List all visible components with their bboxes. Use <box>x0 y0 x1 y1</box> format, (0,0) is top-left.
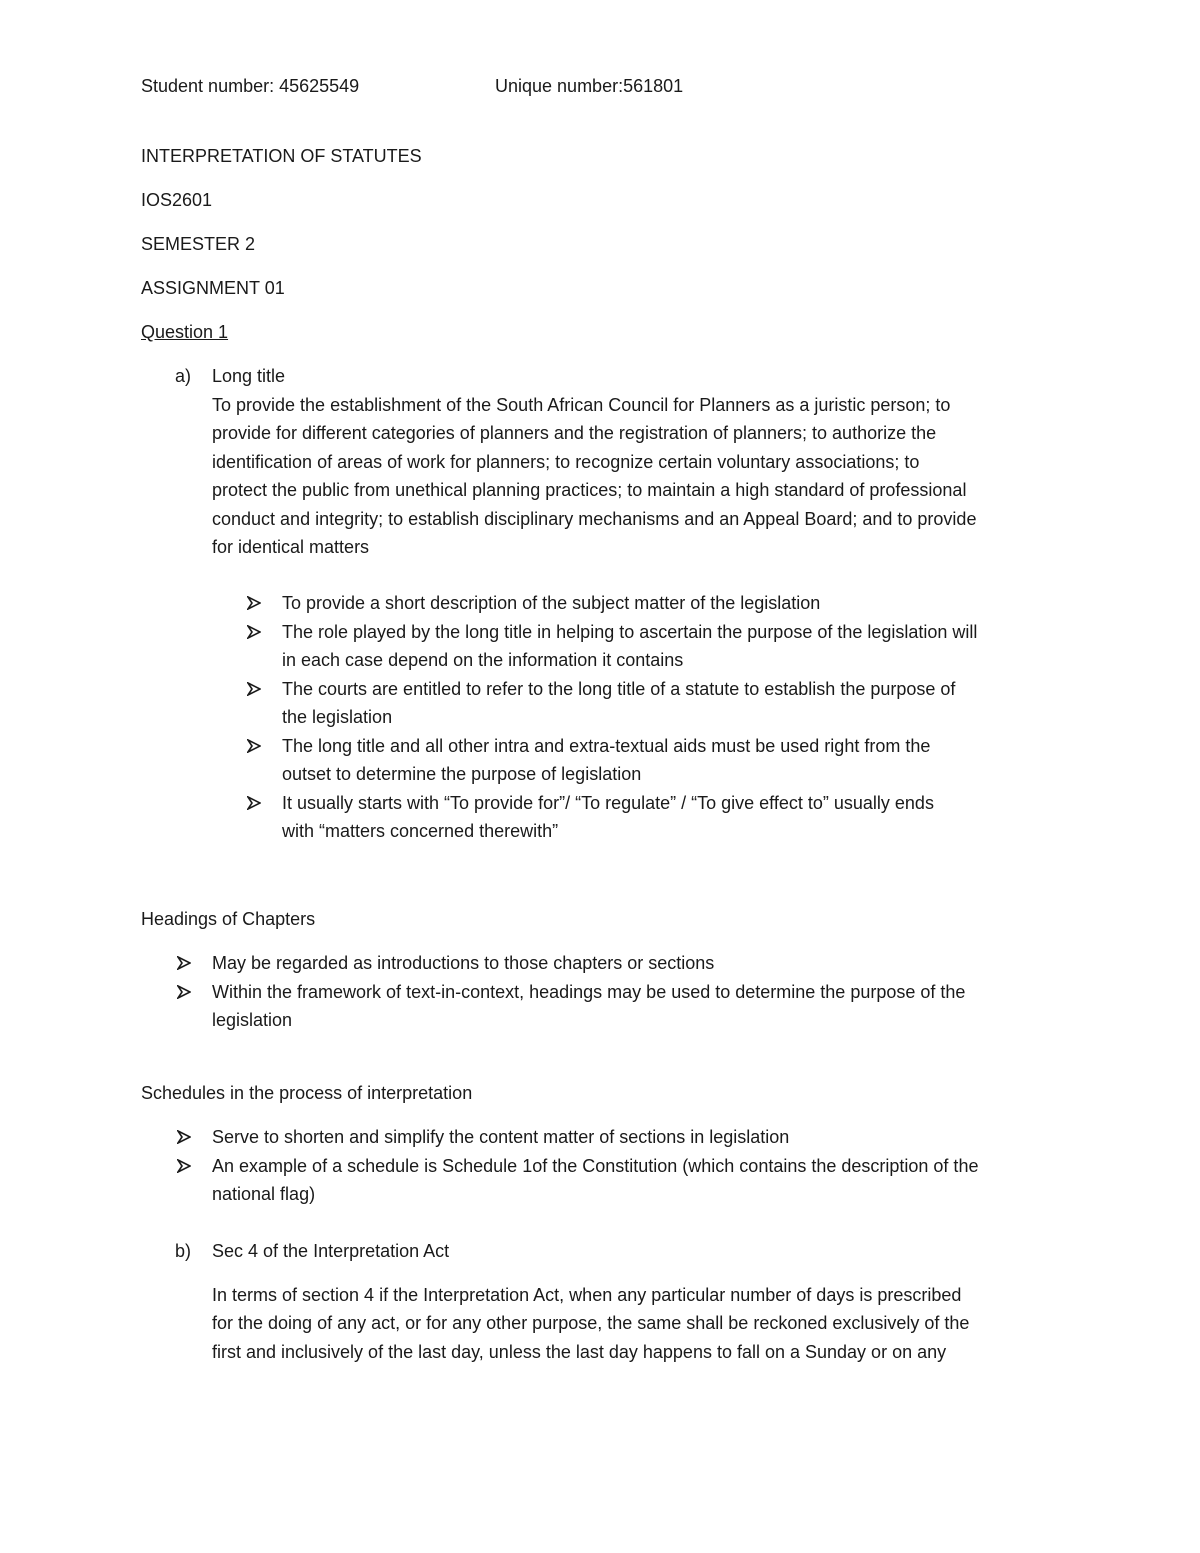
arrowhead-bullet-icon <box>247 796 261 810</box>
course-name: INTERPRETATION OF STATUTES <box>141 146 422 166</box>
course-code: IOS2601 <box>141 190 213 210</box>
assignment-number: ASSIGNMENT 01 <box>141 278 285 298</box>
list-item-line: national flag) <box>212 1184 316 1204</box>
headings-section-heading: Headings of Chapters <box>141 909 316 929</box>
list-item-line: with “matters concerned therewith” <box>282 821 559 841</box>
list-item-line: It usually starts with “To provide for”/ “To regulate” / “To give effect to” usually ends <box>282 793 934 813</box>
paragraph-line: provide for different categories of planners and the registration of planners; to authorize the <box>212 423 937 443</box>
part-a-heading: Long title <box>212 366 286 386</box>
arrowhead-bullet-icon <box>177 956 191 970</box>
unique-number: Unique number:561801 <box>495 76 684 96</box>
schedules-section-heading: Schedules in the process of interpretation <box>141 1083 473 1103</box>
list-item-line: An example of a schedule is Schedule 1of the Constitution (which contains the description of the <box>212 1156 979 1176</box>
paragraph-line: In terms of section 4 if the Interpretation Act, when any particular number of days is prescribed <box>212 1285 962 1305</box>
part-a-marker: a) <box>175 366 192 386</box>
paragraph-line: conduct and integrity; to establish disciplinary mechanisms and an Appeal Board; and to provide <box>212 509 977 529</box>
paragraph-line: To provide the establishment of the South African Council for Planners as a juristic person; to <box>212 395 951 415</box>
list-item-line: The role played by the long title in helping to ascertain the purpose of the legislation will <box>282 622 978 642</box>
arrowhead-bullet-icon <box>177 1159 191 1173</box>
list-item-line: The courts are entitled to refer to the long title of a statute to establish the purpose of <box>282 679 956 699</box>
arrowhead-bullet-icon <box>247 682 261 696</box>
arrowhead-bullet-icon <box>177 1130 191 1144</box>
student-number: Student number: 45625549 <box>141 76 360 96</box>
question-heading: Question 1 <box>141 322 229 342</box>
arrowhead-bullet-icon <box>247 739 261 753</box>
arrowhead-bullet-icon <box>247 625 261 639</box>
arrowhead-bullet-icon <box>247 596 261 610</box>
list-item-line: the legislation <box>282 707 393 727</box>
list-item-line: To provide a short description of the subject matter of the legislation <box>282 593 821 613</box>
list-item-line: May be regarded as introductions to those chapters or sections <box>212 953 715 973</box>
paragraph-line: for the doing of any act, or for any other purpose, the same shall be reckoned exclusively of the <box>212 1313 970 1333</box>
list-item-line: outset to determine the purpose of legislation <box>282 764 642 784</box>
semester: SEMESTER 2 <box>141 234 256 254</box>
paragraph-line: first and inclusively of the last day, unless the last day happens to fall on a Sunday or on any <box>212 1342 947 1362</box>
list-item-line: Within the framework of text-in-context, headings may be used to determine the purpose of the <box>212 982 966 1002</box>
paragraph-line: protect the public from unethical planning practices; to maintain a high standard of professional <box>212 480 967 500</box>
part-b-heading: Sec 4 of the Interpretation Act <box>212 1241 450 1261</box>
paragraph-line: identification of areas of work for planners; to recognize certain voluntary associations; to <box>212 452 920 472</box>
list-item-line: in each case depend on the information it contains <box>282 650 684 670</box>
arrowhead-bullet-icon <box>177 985 191 999</box>
part-b-marker: b) <box>175 1241 192 1261</box>
list-item-line: The long title and all other intra and extra-textual aids must be used right from the <box>282 736 931 756</box>
paragraph-line: for identical matters <box>212 537 370 557</box>
list-item-line: Serve to shorten and simplify the content matter of sections in legislation <box>212 1127 790 1147</box>
list-item-line: legislation <box>212 1010 293 1030</box>
